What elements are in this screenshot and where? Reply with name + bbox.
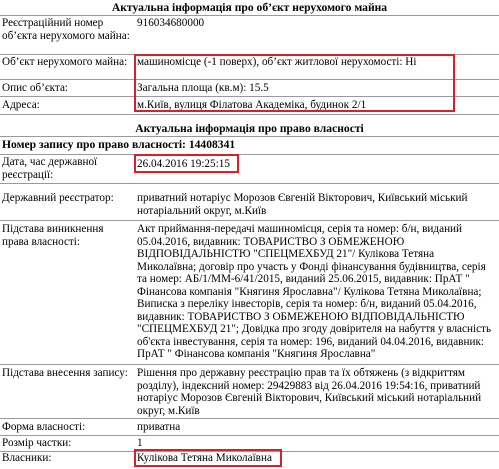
divider [0,114,499,115]
value-ownership-basis: Акт приймання-передачі машиномісця, серія та номер: б/н, виданий 05.04.2016, видавник: ТОВАРИСТВО З ОБМЕЖЕНОЮ ВІДПОВІДАЛЬНІСТЮ "СПЕЦМЕХБУД 21"/ Кулікова Тетяна Миколаївна; договір про участь у Фонді фінансування будівництва, серія та номер: АБ/1/ММ-6/41/2015, виданий 25.06.2015, видавник: ПрАТ " Фінансова компанія "Княгиня Ярославна"/ Кулікова Тетяна Миколаївна; Виписка з переліку інвесторів, серія та номер: б/н, виданий 05.04.2016, видавник: ТОВАРИСТВО З ОБМЕЖЕНОЮ ВІДПОВІДАЛЬНІСТЮ "СПЕЦМЕХБУД 21"; Довідка про згоду довірителя на набуття у власність об'єкта інвестування, серія та номер: 196, виданий 04.04.2016, видавник: ПрАТ " Фінансова компанія "Княгиня Ярославна" [137,223,492,360]
divider [0,154,499,155]
label-registration-number: Реєстраційний номер об’єкта нерухомого майна: [2,17,130,42]
value-state-registrar: приватний нотаріус Морозов Євгеній Вікторович, Київський міський нотаріальний округ, м.Київ [137,192,468,217]
section2-title: Актуальна інформація про право власності [135,122,364,135]
divider [0,418,499,419]
value-owners: Кулікова Тетяна Миколаївна [137,452,272,464]
divider [0,364,499,365]
value-registration-number: 916034680000 [137,17,205,29]
highlight-box [134,449,282,467]
record-number: Номер запису про право власності: 14408341 [2,138,236,151]
value-share-size: 1 [137,437,143,449]
divider [0,15,499,16]
label-share-size: Розмір частки: [2,437,72,449]
label-state-registrar: Державний реєстратор: [2,192,114,204]
value-address: м.Київ, вулиця Філатова Академіка, будинок 2/1 [137,99,367,111]
highlight-box [134,54,455,112]
value-entry-basis: Рішення про державну реєстрацію прав та їх обтяжень (з відкриттям розділу), індексний номер: 29429883 від 26.04.2016 19:54:16, приватний нотаріус Морозов Євгеній Вікторович, Київський міський нотаріальний округ, м.Київ [137,367,482,417]
label-ownership-form: Форма власності: [2,421,86,433]
divider [0,183,499,184]
label-property-object: Об’єкт нерухомого майна: [2,56,128,68]
section1-title: Актуальна інформація про об’єкт нерухомого майна [111,1,388,14]
value-property-object: машиномісце (-1 поверх), об’єкт житлової нерухомості: Ні [137,56,417,68]
value-object-description: Загальна площа (кв.м): 15.5 [137,82,269,94]
label-ownership-basis: Підстава виникнення права власності: [2,223,104,248]
divider [0,435,499,436]
value-registration-date: 26.04.2016 19:25:15 [137,158,230,170]
label-entry-basis: Підстава внесення запису: [2,367,128,379]
divider [0,136,499,137]
highlight-box [134,154,239,173]
divider [0,220,499,221]
label-object-description: Опис об’єкта: [2,82,69,94]
label-owners: Власники: [2,452,52,464]
label-registration-date: Дата, час державної реєстрації: [2,156,98,181]
label-address: Адреса: [2,99,40,111]
value-ownership-form: приватна [137,421,181,433]
